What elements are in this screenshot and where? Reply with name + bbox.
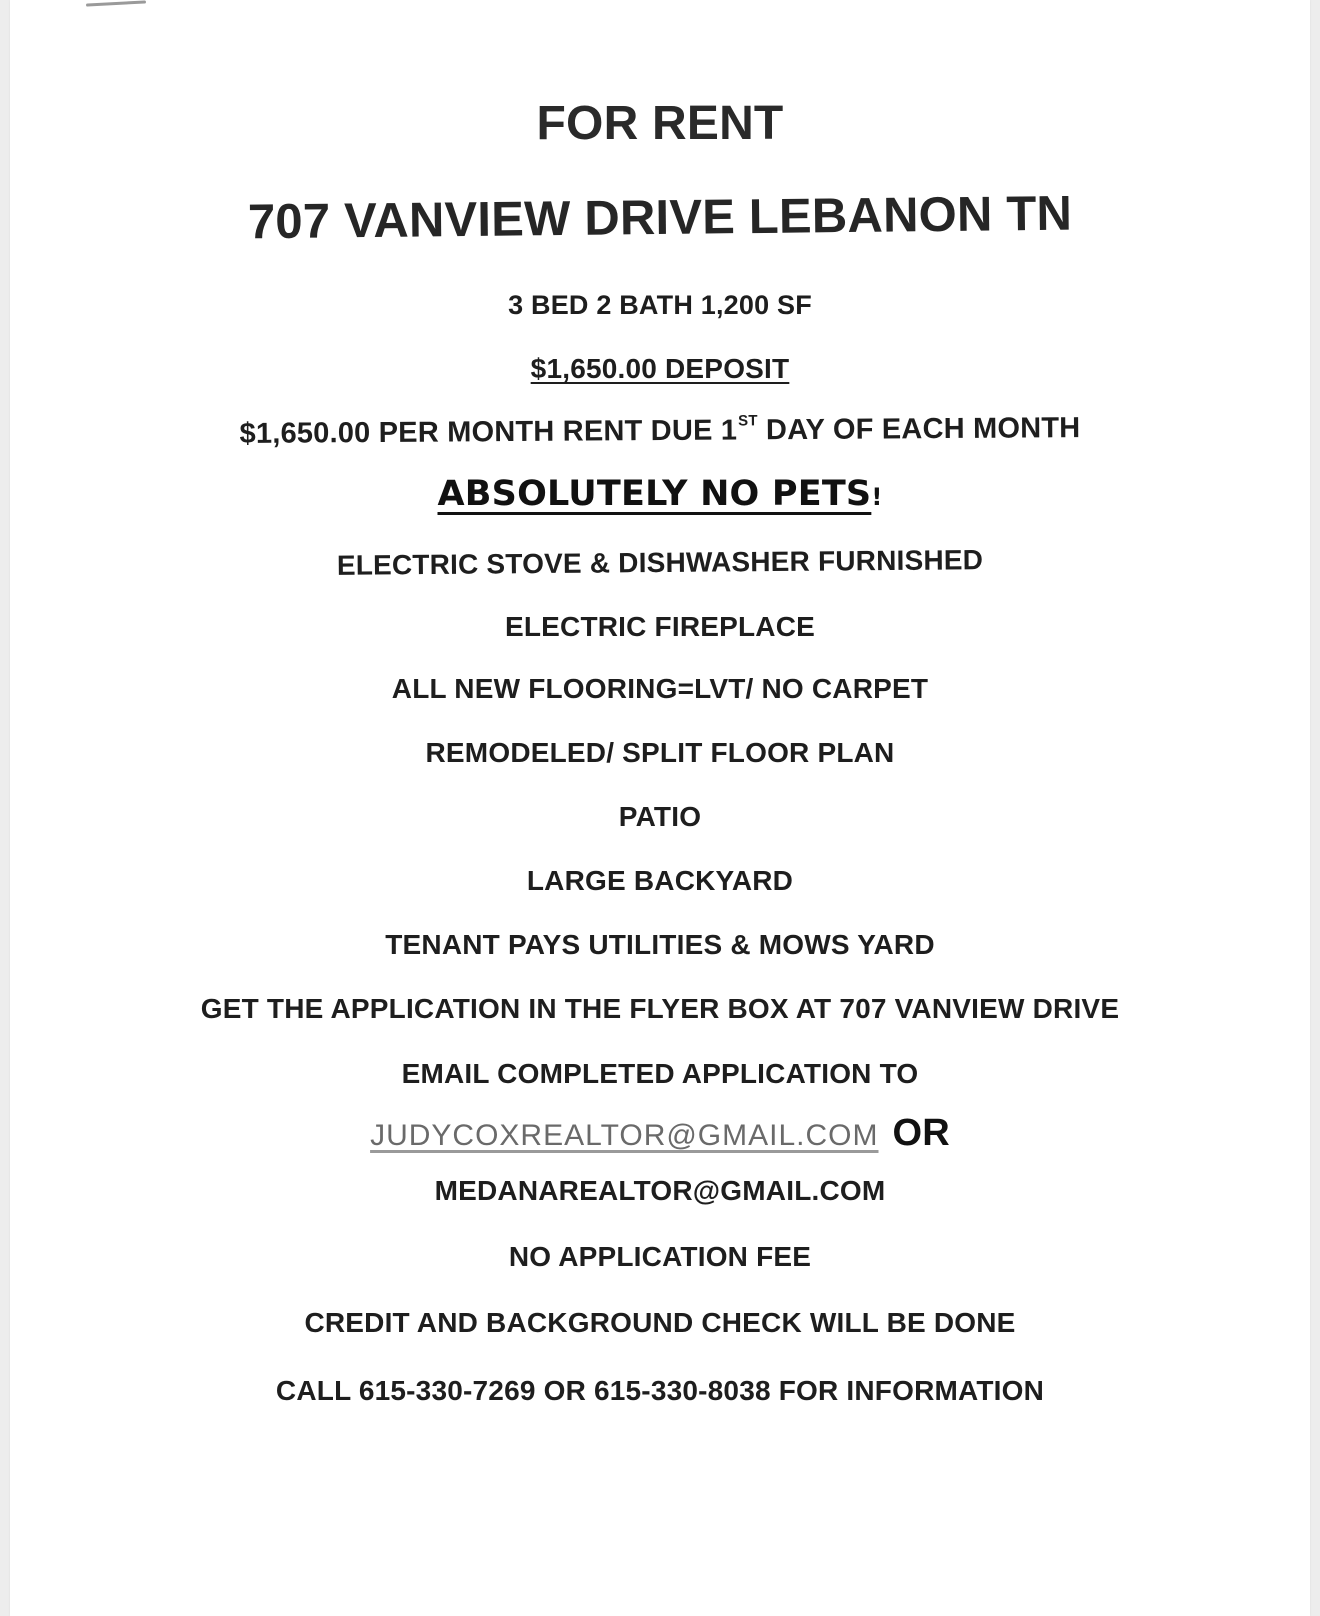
no-pets-exclamation: ! <box>871 483 883 511</box>
application-fee: NO APPLICATION FEE <box>508 1241 812 1272</box>
feature-item: ALL NEW FLOORING=LVT/ NO CARPET <box>391 673 929 704</box>
property-address: 707 VANVIEW DRIVE LEBANON TN <box>247 186 1073 250</box>
rent-ordinal: ST <box>738 412 758 430</box>
no-pets-text: ABSOLUTELY NO PETS <box>437 474 872 514</box>
email-intro: EMAIL COMPLETED APPLICATION TO <box>401 1058 919 1089</box>
application-location: GET THE APPLICATION IN THE FLYER BOX AT 707 VANVIEW DRIVE <box>200 993 1120 1024</box>
rent-main: $1,650.00 PER MONTH RENT DUE 1 <box>239 414 738 450</box>
property-specs: 3 BED 2 BATH 1,200 SF <box>508 290 812 320</box>
feature-item: LARGE BACKYARD <box>526 865 794 896</box>
feature-item: PATIO <box>618 801 702 832</box>
feature-item: ELECTRIC FIREPLACE <box>504 611 816 642</box>
credit-check: CREDIT AND BACKGROUND CHECK WILL BE DONE <box>304 1307 1016 1338</box>
no-pets-line <box>10 474 1310 514</box>
deposit-text: $1,650.00 DEPOSIT <box>530 353 790 384</box>
contact-phones: CALL 615-330-7269 OR 615-330-8038 FOR INFORMATION <box>275 1375 1045 1406</box>
pen-mark <box>86 0 146 6</box>
feature-item: ELECTRIC STOVE & DISHWASHER FURNISHED <box>336 544 984 581</box>
flyer-title: FOR RENT <box>536 97 784 150</box>
rent-line <box>10 408 1310 452</box>
flyer-page <box>10 0 1310 1616</box>
feature-item: REMODELED/ SPLIT FLOOR PLAN <box>425 737 895 768</box>
rent-tail: DAY OF EACH MONTH <box>757 412 1081 447</box>
or-text: OR <box>892 1112 950 1154</box>
email-link-judy[interactable]: JUDYCOXREALTOR@GMAIL.COM <box>370 1119 879 1152</box>
email-line-2: MEDANAREALTOR@GMAIL.COM <box>434 1175 886 1206</box>
email-line-1 <box>10 1112 1310 1155</box>
deposit-line <box>10 353 1310 385</box>
feature-item: TENANT PAYS UTILITIES & MOWS YARD <box>385 929 935 960</box>
